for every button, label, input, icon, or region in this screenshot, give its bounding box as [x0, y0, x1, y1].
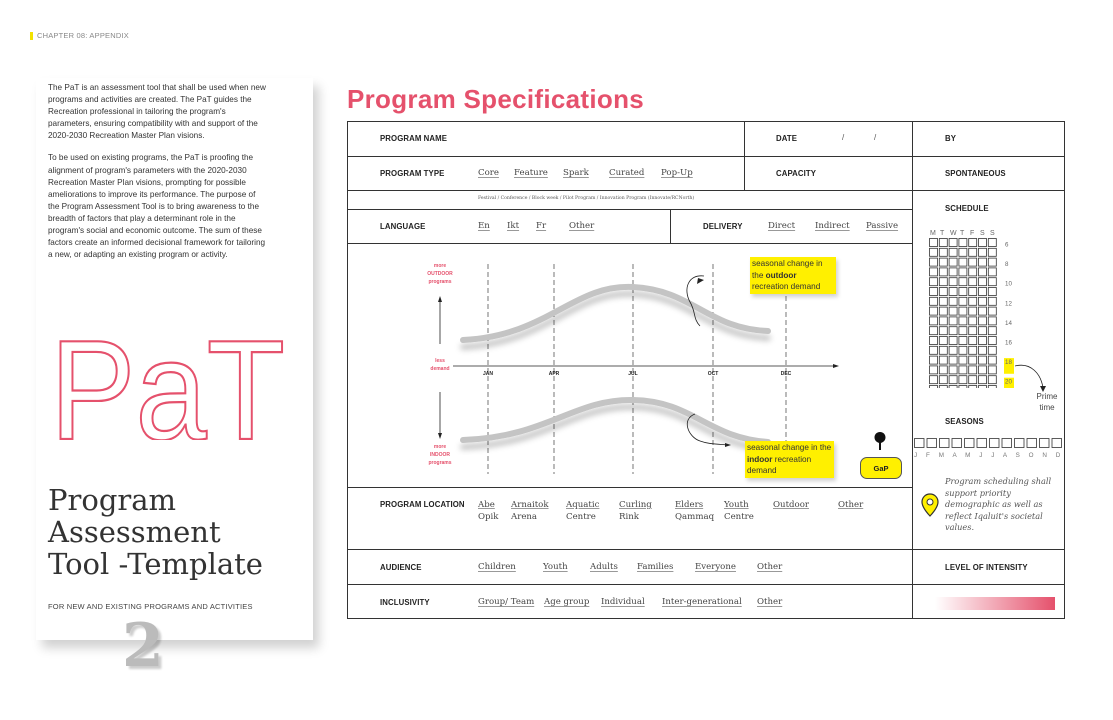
inclusivity-age-group[interactable]: Age group	[544, 597, 590, 607]
schedule-cell[interactable]	[959, 327, 967, 335]
schedule-cell[interactable]	[939, 376, 947, 384]
schedule-cell[interactable]	[979, 268, 987, 276]
schedule-cell[interactable]	[930, 258, 938, 266]
schedule-cell[interactable]	[969, 366, 977, 374]
indoor-label-2: INDOOR	[430, 452, 450, 458]
language-label: LANGUAGE	[380, 222, 426, 231]
season-month-cell[interactable]	[927, 439, 937, 448]
outdoor-note-post: recreation demand	[752, 282, 821, 291]
schedule-cell[interactable]	[969, 307, 977, 315]
schedule-grid[interactable]	[928, 238, 1018, 388]
schedule-cell[interactable]	[988, 268, 996, 276]
schedule-day-4: F	[970, 230, 975, 237]
season-month-cell[interactable]	[940, 439, 950, 448]
schedule-cell[interactable]	[969, 268, 977, 276]
schedule-cell[interactable]	[939, 278, 947, 286]
schedule-cell[interactable]	[949, 346, 957, 354]
location-aquatic-centre-line-1: Aquatic	[566, 500, 600, 510]
seasons-grid[interactable]	[913, 437, 1065, 449]
schedule-cell[interactable]	[949, 376, 957, 384]
date-separator-1: /	[842, 133, 845, 142]
program-type-feature[interactable]: Feature	[514, 168, 548, 178]
location-aquatic-centre[interactable]	[566, 499, 599, 523]
location-pin-icon	[920, 492, 940, 518]
audience-adults[interactable]: Adults	[590, 562, 618, 572]
season-month-cell[interactable]	[1052, 439, 1062, 448]
date-separator-2: /	[874, 133, 877, 142]
location-abe-opik-line-2: Opik	[478, 512, 499, 522]
schedule-cell[interactable]	[988, 366, 996, 374]
language-ikt[interactable]: Ikt	[507, 221, 520, 231]
schedule-cell[interactable]	[949, 356, 957, 364]
schedule-cell[interactable]	[930, 317, 938, 325]
schedule-cell[interactable]	[939, 337, 947, 345]
indoor-note-post: recreation demand	[747, 454, 812, 475]
spontaneous-label: SPONTANEOUS	[945, 169, 1006, 178]
schedule-cell[interactable]	[930, 386, 938, 389]
outdoor-label-2: OUTDOOR	[427, 271, 453, 277]
seasons-label: SEASONS	[945, 417, 984, 426]
schedule-cell[interactable]	[969, 248, 977, 256]
schedule-cell[interactable]	[979, 386, 987, 389]
season-month-cell[interactable]	[990, 439, 1000, 448]
schedule-day-6: S	[990, 230, 995, 237]
location-aquatic-centre-line-2: Centre	[566, 512, 596, 522]
schedule-cell[interactable]	[988, 346, 996, 354]
tool-title-line-1: Program	[48, 483, 177, 517]
schedule-cell[interactable]	[969, 337, 977, 345]
month-label-jul: JUL	[628, 371, 638, 377]
schedule-cell[interactable]	[959, 346, 967, 354]
schedule-cell[interactable]	[930, 356, 938, 364]
schedule-cell[interactable]	[959, 297, 967, 305]
schedule-cell[interactable]	[949, 268, 957, 276]
location-abe-opik[interactable]	[478, 499, 499, 523]
schedule-cell[interactable]	[988, 258, 996, 266]
delivery-indirect[interactable]: Indirect	[815, 221, 850, 231]
schedule-cell[interactable]	[939, 386, 947, 389]
schedule-cell[interactable]	[930, 337, 938, 345]
schedule-cell[interactable]	[959, 248, 967, 256]
schedule-cell[interactable]	[979, 297, 987, 305]
schedule-cell[interactable]	[979, 258, 987, 266]
schedule-cell[interactable]	[959, 337, 967, 345]
location-arnaitok-arena-line-1: Arnaitok	[511, 500, 549, 510]
schedule-cell[interactable]	[959, 307, 967, 315]
schedule-cell[interactable]	[969, 346, 977, 354]
schedule-cell[interactable]	[969, 376, 977, 384]
indoor-label-3: programs	[428, 460, 452, 466]
schedule-cell[interactable]	[988, 356, 996, 364]
indoor-arrowhead	[438, 433, 442, 439]
audience-youth[interactable]: Youth	[543, 562, 568, 572]
schedule-hour-label: 12	[1005, 300, 1012, 308]
location-elders-qammaq[interactable]	[675, 499, 714, 523]
schedule-label: SCHEDULE	[945, 204, 989, 213]
tool-title-line-3: Tool -Template	[48, 547, 263, 581]
location-abe-opik-line-1: Abe	[478, 500, 495, 510]
schedule-cell[interactable]	[930, 248, 938, 256]
gap-button[interactable]: GaP	[860, 457, 902, 479]
program-location-label: PROGRAM LOCATION	[380, 500, 465, 509]
outdoor-label-3: programs	[428, 279, 452, 285]
location-other[interactable]	[838, 499, 863, 511]
schedule-cell[interactable]	[979, 317, 987, 325]
schedule-day-0: M	[930, 230, 936, 237]
location-curling-rink[interactable]	[619, 499, 652, 523]
schedule-cell[interactable]	[949, 248, 957, 256]
audience-label: AUDIENCE	[380, 563, 422, 572]
schedule-cell[interactable]	[988, 317, 996, 325]
intensity-gradient-bar[interactable]	[935, 597, 1055, 610]
location-arnaitok-arena-line-2: Arena	[511, 512, 538, 522]
schedule-cell[interactable]	[930, 366, 938, 374]
season-month-cell[interactable]	[915, 439, 925, 448]
schedule-cell[interactable]	[939, 288, 947, 296]
schedule-cell[interactable]	[979, 337, 987, 345]
outdoor-arrowhead	[438, 296, 442, 302]
schedule-cell[interactable]	[930, 288, 938, 296]
location-youth-centre-line-1: Youth	[724, 500, 749, 510]
outdoor-demand-curve	[463, 287, 768, 340]
audience-children[interactable]: Children	[478, 562, 516, 572]
schedule-cell[interactable]	[959, 376, 967, 384]
season-month-cell[interactable]	[1002, 439, 1012, 448]
schedule-cell[interactable]	[939, 268, 947, 276]
indoor-note	[745, 441, 834, 478]
schedule-cell[interactable]	[988, 307, 996, 315]
inclusivity-other[interactable]: Other	[757, 597, 783, 607]
schedule-cell[interactable]	[939, 346, 947, 354]
month-label-jan: JAN	[482, 371, 494, 377]
indoor-label-1: more	[433, 444, 447, 450]
schedule-cell[interactable]	[969, 327, 977, 335]
audience-other[interactable]: Other	[757, 562, 783, 572]
inclusivity-individual[interactable]: Individual	[601, 597, 645, 607]
schedule-day-3: T	[960, 230, 965, 237]
schedule-day-2: W	[950, 230, 957, 237]
schedule-hour-label: 20	[1005, 378, 1012, 386]
page-title: Program Specifications	[347, 84, 645, 114]
schedule-cell[interactable]	[959, 278, 967, 286]
delivery-direct[interactable]: Direct	[768, 221, 796, 231]
inclusivity-group-team[interactable]: Group/ Team	[478, 597, 535, 607]
intro-paragraph-2: To be used on existing programs, the PaT is proofing the alignment of program's parameters with the 2020-2030 Recreation Master Plan visions, prompting for possible ameliorations to improve its performance. The purpose of the Program Assessment Tool is to bring awareness to the breadth of factors that play a determinant role in the program's social and economic outcome. The sum of these factors create an informed decisional framework for tailoring a new, or adapting an existing program or activity.	[48, 153, 266, 260]
schedule-cell[interactable]	[979, 346, 987, 354]
season-month-cell[interactable]	[1040, 439, 1050, 448]
schedule-cell[interactable]	[959, 386, 967, 389]
schedule-hour-label: 10	[1005, 280, 1012, 288]
schedule-cell[interactable]	[988, 337, 996, 345]
location-outdoor[interactable]	[773, 499, 809, 511]
tool-title-line-2: Assessment	[48, 515, 221, 549]
month-label-dec: DEC	[780, 371, 792, 377]
schedule-hour-label: 16	[1005, 339, 1012, 347]
outdoor-note-bold: outdoor	[765, 270, 797, 280]
outdoor-label-1: more	[433, 263, 447, 269]
schedule-cell[interactable]	[930, 327, 938, 335]
pat-logo-text: PaT	[50, 340, 285, 440]
schedule-cell[interactable]	[930, 376, 938, 384]
seasons-month-letters: J F M A M J J A S O N D	[914, 452, 1064, 459]
schedule-cell[interactable]	[930, 268, 938, 276]
pin-icon	[873, 431, 887, 451]
delivery-passive[interactable]: Passive	[866, 221, 899, 231]
schedule-cell[interactable]	[939, 258, 947, 266]
schedule-cell[interactable]	[959, 268, 967, 276]
inclusivity-label: INCLUSIVITY	[380, 598, 430, 607]
schedule-cell[interactable]	[959, 356, 967, 364]
schedule-cell[interactable]	[988, 376, 996, 384]
schedule-cell[interactable]	[988, 248, 996, 256]
schedule-hour-label: 8	[1005, 261, 1009, 269]
schedule-cell[interactable]	[939, 356, 947, 364]
schedule-cell[interactable]	[979, 248, 987, 256]
schedule-day-1: T	[940, 230, 945, 237]
schedule-cell[interactable]	[969, 297, 977, 305]
tool-subtitle: FOR NEW AND EXISTING PROGRAMS AND ACTIVITIES	[48, 602, 253, 611]
schedule-cell[interactable]	[969, 356, 977, 364]
schedule-cell[interactable]	[939, 248, 947, 256]
schedule-cell[interactable]	[969, 386, 977, 389]
schedule-cell[interactable]	[930, 278, 938, 286]
schedule-cell[interactable]	[949, 297, 957, 305]
center-label-2: demand	[430, 366, 450, 372]
location-elders-qammaq-line-1: Elders	[675, 500, 704, 510]
indoor-note-pre: seasonal change in the	[747, 443, 832, 452]
audience-everyone[interactable]: Everyone	[695, 562, 736, 572]
schedule-cell[interactable]	[930, 307, 938, 315]
schedule-cell[interactable]	[949, 317, 957, 325]
schedule-cell[interactable]	[979, 376, 987, 384]
date-label: DATE	[776, 134, 798, 143]
location-curling-rink-line-1: Curling	[619, 500, 652, 510]
schedule-cell[interactable]	[949, 366, 957, 374]
schedule-note: Program scheduling shall support priority demographic as well as reflect Iqaluit's societal values.	[945, 476, 1052, 532]
schedule-cell[interactable]	[979, 288, 987, 296]
program-type-label: PROGRAM TYPE	[380, 169, 445, 178]
location-curling-rink-line-2: Rink	[619, 512, 639, 522]
schedule-cell[interactable]	[959, 366, 967, 374]
schedule-cell[interactable]	[939, 366, 947, 374]
schedule-cell[interactable]	[988, 386, 996, 389]
center-label-1: less	[435, 358, 445, 364]
schedule-cell[interactable]	[979, 327, 987, 335]
schedule-cell[interactable]	[969, 239, 977, 247]
schedule-cell[interactable]	[949, 258, 957, 266]
schedule-hour-label: 6	[1005, 241, 1009, 249]
indoor-note-bold: indoor	[747, 454, 773, 464]
season-month-cell[interactable]	[977, 439, 987, 448]
schedule-cell[interactable]	[939, 297, 947, 305]
location-outdoor-line-1: Outdoor	[773, 500, 809, 510]
schedule-day-5: S	[980, 230, 985, 237]
schedule-cell[interactable]	[949, 327, 957, 335]
language-other[interactable]: Other	[569, 221, 595, 231]
time-axis-arrow	[833, 364, 839, 368]
schedule-cell[interactable]	[939, 317, 947, 325]
by-label: BY	[945, 134, 957, 143]
schedule-cell[interactable]	[979, 239, 987, 247]
schedule-hour-label: 14	[1005, 319, 1012, 327]
schedule-hour-label: 18	[1005, 359, 1012, 367]
month-label-oct: OCT	[707, 371, 719, 377]
schedule-cell[interactable]	[959, 258, 967, 266]
schedule-cell[interactable]	[959, 288, 967, 296]
indoor-demand-curve	[463, 400, 768, 442]
schedule-cell[interactable]	[969, 278, 977, 286]
outdoor-note-pre: seasonal change in the	[752, 259, 823, 280]
schedule-cell[interactable]	[969, 288, 977, 296]
schedule-cell[interactable]	[969, 258, 977, 266]
schedule-cell[interactable]	[979, 278, 987, 286]
schedule-cell[interactable]	[949, 386, 957, 389]
program-type-popup[interactable]: Pop-Up	[661, 168, 693, 178]
schedule-cell[interactable]	[979, 356, 987, 364]
location-youth-centre-line-2: Centre	[724, 512, 754, 522]
language-fr[interactable]: Fr	[536, 221, 547, 231]
capacity-label: CAPACITY	[776, 169, 817, 178]
season-month-cell[interactable]	[1015, 439, 1025, 448]
schedule-cell[interactable]	[949, 337, 957, 345]
schedule-cell[interactable]	[979, 366, 987, 374]
chapter-label: CHAPTER 08: APPENDIX	[37, 31, 129, 40]
schedule-cell[interactable]	[988, 288, 996, 296]
inclusivity-inter-generational[interactable]: Inter-generational	[662, 597, 742, 607]
location-other-line-1: Other	[838, 500, 864, 510]
season-month-cell[interactable]	[1027, 439, 1037, 448]
schedule-cell[interactable]	[959, 317, 967, 325]
location-elders-qammaq-line-2: Qammaq	[675, 512, 715, 522]
program-type-spark[interactable]: Spark	[563, 168, 589, 178]
schedule-cell[interactable]	[939, 239, 947, 247]
schedule-cell[interactable]	[988, 239, 996, 247]
schedule-cell[interactable]	[949, 307, 957, 315]
audience-families[interactable]: Families	[637, 562, 674, 572]
location-youth-centre[interactable]	[724, 499, 754, 523]
schedule-cell[interactable]	[939, 327, 947, 335]
language-en[interactable]: En	[478, 221, 490, 231]
program-type-curated[interactable]: Curated	[609, 168, 645, 178]
schedule-cell[interactable]	[930, 239, 938, 247]
program-subtypes: Festival / Conference / Block week / Pilot Program / Innovation Program (Innovate/RCNorth)	[478, 196, 695, 201]
schedule-cell[interactable]	[988, 297, 996, 305]
location-arnaitok-arena[interactable]	[511, 499, 549, 523]
intro-paragraph-1: The PaT is an assessment tool that shall be used when new programs and activities are created. The PaT guides the Recreation professional in tailoring the program's parameters, ensuring compatibility with and support of the 2020-2030 Recreation Master Plan visions.	[48, 83, 266, 141]
schedule-cell[interactable]	[988, 327, 996, 335]
season-month-cell[interactable]	[965, 439, 975, 448]
program-type-core[interactable]: Core	[478, 168, 499, 178]
outdoor-note-arrow	[687, 276, 704, 326]
prime-time-arrow	[1013, 360, 1053, 394]
schedule-cell[interactable]	[949, 288, 957, 296]
schedule-cell[interactable]	[949, 239, 957, 247]
schedule-cell[interactable]	[979, 307, 987, 315]
schedule-cell[interactable]	[988, 278, 996, 286]
schedule-cell[interactable]	[930, 346, 938, 354]
prime-time-label: Prime time	[1036, 392, 1058, 412]
month-label-apr: APR	[548, 371, 560, 377]
schedule-cell[interactable]	[959, 239, 967, 247]
season-month-cell[interactable]	[952, 439, 962, 448]
schedule-cell[interactable]	[939, 307, 947, 315]
delivery-label: DELIVERY	[703, 222, 743, 231]
page-number: 2	[122, 611, 164, 681]
schedule-cell[interactable]	[949, 278, 957, 286]
schedule-cell[interactable]	[969, 317, 977, 325]
schedule-cell[interactable]	[930, 297, 938, 305]
program-name-label: PROGRAM NAME	[380, 134, 448, 143]
outdoor-note	[750, 257, 836, 294]
level-of-intensity-label: LEVEL OF INTENSITY	[945, 563, 1028, 572]
